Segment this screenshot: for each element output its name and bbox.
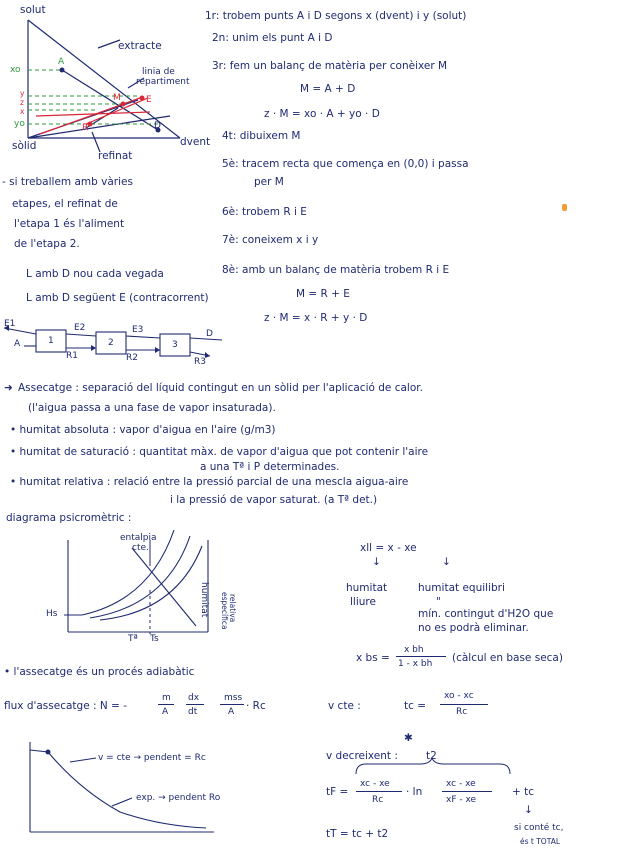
- a-label: A: [14, 339, 21, 349]
- tc-label: tc =: [404, 700, 427, 712]
- vcte-label: v cte :: [328, 700, 361, 712]
- arrow-icon: ➜: [4, 382, 13, 394]
- step-8-eq2: z · M = x · R + y · D: [264, 312, 368, 324]
- refinat-label: refinat: [98, 150, 133, 162]
- tf-label: tF =: [326, 786, 349, 798]
- equilibri-desc-1: mín. contingut d'H2O que: [418, 608, 554, 620]
- point-m-label: M: [113, 93, 121, 103]
- step-8-eq1: M = R + E: [296, 288, 350, 300]
- entalpia-label: entalpia: [120, 533, 157, 543]
- total-note-2: és t TOTAL: [520, 837, 561, 846]
- step-6: 6è: trobem R i E: [222, 206, 307, 218]
- extracte-label: extracte: [118, 40, 162, 52]
- humitat-relativa: • humitat relativa : relació entre la pressió parcial de una mescla aigua-aire: [10, 476, 409, 488]
- decr-label: v decreixent :: [326, 750, 398, 762]
- flux-label: flux d'assecatge : N = -: [4, 700, 127, 712]
- linia-label: linia de: [142, 67, 175, 77]
- humitat-saturacio: • humitat de saturació : quantitat màx. de vapor d'aigua que pot contenir l'aire: [10, 446, 429, 458]
- adiabatic-note: • l'assecatge és un procés adiabàtic: [4, 666, 195, 678]
- xo-label: xo: [10, 65, 21, 75]
- flux-a2: A: [228, 707, 235, 717]
- tf-den-2: xF - xe: [446, 795, 477, 805]
- yo-label: yo: [14, 119, 25, 129]
- step-3-eq2: z · M = xo · A + yo · D: [264, 108, 380, 120]
- solut-label: solut: [20, 4, 46, 16]
- e3-label: E3: [132, 325, 144, 335]
- tf-den-1: Rc: [372, 795, 384, 805]
- stages-note-1: - si treballem amb vàries: [2, 176, 133, 188]
- flux-mss: mss: [224, 693, 243, 703]
- exp-slope-label: exp. → pendent Ro: [136, 793, 221, 803]
- x-label: x: [20, 107, 25, 116]
- equilibri-mark: ": [436, 596, 441, 608]
- repartiment-label: repartiment: [136, 77, 190, 87]
- flow-note-1: L amb D nou cada vegada: [26, 268, 164, 280]
- assecatge-heading-2: (l'aigua passa a una fase de vapor insaturada).: [28, 402, 276, 414]
- plus-tc: + tc: [512, 786, 535, 798]
- tc-denominator: Rc: [456, 707, 468, 717]
- ta-label: Tª: [128, 634, 138, 644]
- stages-note-2: etapes, el refinat de: [12, 198, 118, 210]
- assecatge-heading: Assecatge : separació del líquid contingut en un sòlid per l'aplicació de calor.: [18, 382, 423, 394]
- step-3: 3r: fem un balanç de matèria per conèixer M: [212, 60, 448, 72]
- humitat-relativa-2: i la pressió de vapor saturat. (a Tª det.): [170, 494, 378, 506]
- flow-note-2: L amb D següent E (contracorrent): [26, 292, 209, 304]
- step-5-cont: per M: [254, 176, 284, 188]
- xbs-denominator: 1 - x bh: [398, 659, 433, 669]
- d-label: D: [206, 329, 213, 339]
- flux-rc: · Rc: [246, 700, 266, 712]
- step-3-eq1: M = A + D: [300, 83, 356, 95]
- tf-num-1: xc - xe: [360, 779, 390, 789]
- xbs-numerator: x bh: [404, 645, 424, 655]
- step-5: 5è: tracem recta que comença en (0,0) i passa: [222, 158, 469, 170]
- especifica-axis-label: específica: [220, 592, 229, 630]
- point-d-label: D: [154, 121, 161, 131]
- step-8: 8è: amb un balanç de matèria trobem R i E: [222, 264, 450, 276]
- psy-title: diagrama psicromètric :: [6, 512, 132, 524]
- tc-numerator: xo - xc: [444, 691, 474, 701]
- humitat-equilibri: humitat equilibri: [418, 582, 505, 594]
- y-label: y: [20, 89, 25, 98]
- xbs-label: x bs =: [356, 652, 390, 664]
- r3-label: R3: [194, 357, 206, 367]
- step-7: 7è: coneixem x i y: [222, 234, 319, 246]
- equilibri-desc-2: no es podrà eliminar.: [418, 622, 529, 634]
- r2-label: R2: [126, 353, 138, 363]
- humitat-absoluta: • humitat absoluta : vapor d'aigua en l'aire (g/m3): [10, 424, 276, 436]
- total-time-eq: tT = tc + t2: [326, 828, 389, 840]
- t2-label: t2: [426, 750, 437, 762]
- box-3: 3: [172, 340, 178, 350]
- total-note-1: si conté tc,: [514, 823, 564, 833]
- stages-note-3: l'etapa 1 és l'aliment: [14, 218, 125, 230]
- vcte-slope-label: v = cte → pendent = Rc: [98, 753, 206, 763]
- flux-dt: dt: [188, 707, 198, 717]
- flux-m: m: [162, 693, 171, 703]
- humitat-lliure-2: lliure: [350, 596, 376, 608]
- point-e-label: E: [146, 95, 152, 105]
- tf-num-2: xc - xe: [446, 779, 476, 789]
- solid-label: sòlid: [12, 140, 37, 152]
- flux-a1: A: [162, 707, 169, 717]
- flux-dx: dx: [188, 693, 200, 703]
- stages-note-4: de l'etapa 2.: [14, 238, 80, 250]
- entalpia-cte-label: cte.: [132, 543, 149, 553]
- xll-equation: xll = x - xe: [360, 542, 417, 554]
- step-1: 1r: trobem punts A i D segons x (dvent) i y (solut): [205, 10, 467, 22]
- ln-label: · ln: [406, 786, 423, 798]
- step-2: 2n: unim els punt A i D: [212, 32, 333, 44]
- base-seca-note: (càlcul en base seca): [452, 652, 563, 664]
- ts-label: Ts: [150, 634, 159, 644]
- point-a-label: A: [58, 57, 65, 67]
- box-2: 2: [108, 338, 114, 348]
- dvent-label: dvent: [180, 136, 211, 148]
- z-label: z: [20, 98, 24, 107]
- point-r-label: R: [82, 123, 89, 133]
- humitat-lliure-1: humitat: [346, 582, 388, 594]
- step-4: 4t: dibuixem M: [222, 130, 301, 142]
- humitat-saturacio-2: a una Tª i P determinades.: [200, 461, 340, 473]
- humitat-axis-label: humitat: [199, 582, 209, 618]
- star-icon: ✱: [404, 732, 413, 744]
- relativa-axis-label: relativa: [228, 594, 237, 623]
- r1-label: R1: [66, 351, 78, 361]
- box-1: 1: [48, 336, 54, 346]
- e2-label: E2: [74, 323, 86, 333]
- hs-label: Hs: [46, 609, 58, 619]
- e1-label: E1: [4, 319, 16, 329]
